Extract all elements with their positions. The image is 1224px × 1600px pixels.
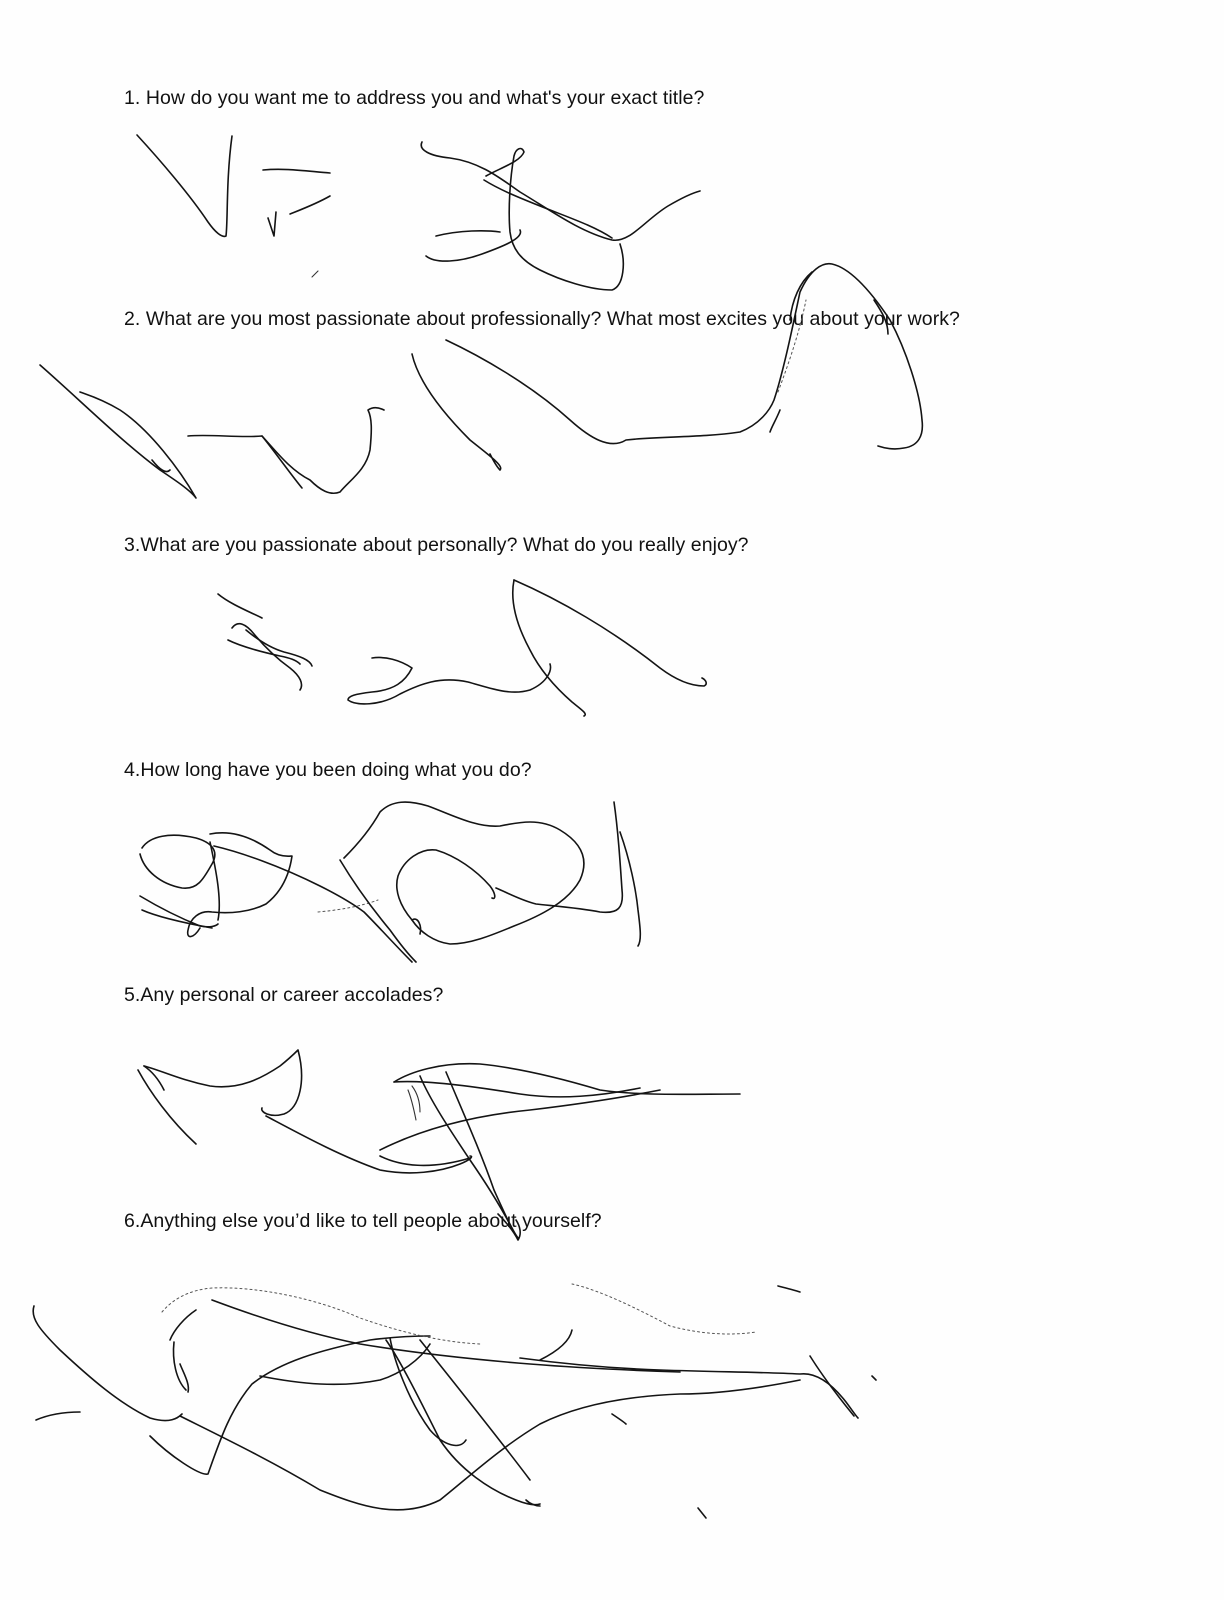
answer-1-scribble	[137, 135, 700, 290]
answer-3-scribble	[218, 580, 706, 716]
question-3: 3.What are you passionate about personally? What do you really enjoy?	[124, 534, 749, 556]
answer-4-scribble	[140, 802, 640, 962]
question-4: 4.How long have you been doing what you do?	[124, 759, 532, 781]
answer-6-scribble	[33, 1284, 876, 1518]
question-2: 2. What are you most passionate about professionally? What most excites you about your work?	[124, 308, 960, 330]
answer-2-scribble	[40, 264, 922, 498]
question-5: 5.Any personal or career accolades?	[124, 984, 444, 1006]
question-1: 1. How do you want me to address you and what's your exact title?	[124, 87, 705, 109]
question-6: 6.Anything else you’d like to tell people about yourself?	[124, 1210, 602, 1232]
